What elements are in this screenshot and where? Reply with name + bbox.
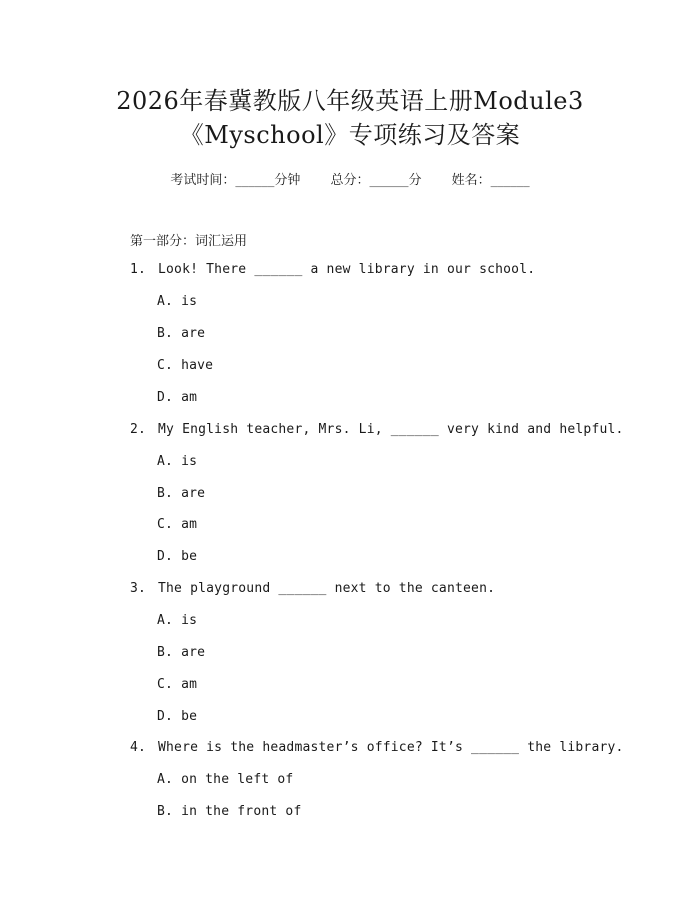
option-2a: A. is: [157, 454, 198, 469]
option-2d: D. be: [157, 549, 198, 564]
student-name: 姓名：______: [451, 173, 530, 188]
option-4a: A. on the left of: [157, 772, 294, 787]
option-2c: C. am: [157, 517, 198, 532]
option-1d: D. am: [157, 390, 198, 405]
question-text: Look! There ______ a new library in our school.: [158, 262, 536, 277]
option-1a: A. is: [157, 294, 198, 309]
exam-info: [0, 169, 700, 188]
section-heading: 第一部分：词汇运用: [130, 234, 248, 249]
option-4b: B. in the front of: [157, 804, 302, 819]
option-3d: D. be: [157, 709, 198, 724]
question-text: The playground ______ next to the canteen.: [158, 581, 496, 596]
question-number: 4.: [130, 740, 147, 755]
option-3a: A. is: [157, 613, 198, 628]
option-1c: C. have: [157, 358, 214, 373]
exam-score: 总分：______分: [330, 173, 422, 188]
option-2b: B. are: [157, 486, 206, 501]
question-text: Where is the headmaster’s office? It’s ______ the library.: [158, 740, 624, 755]
question-number: 1.: [130, 262, 147, 277]
document-title: [0, 84, 700, 152]
title-line-2: 《Myschool》专项练习及答案: [179, 121, 521, 149]
option-1b: B. are: [157, 326, 206, 341]
question-number: 3.: [130, 581, 147, 596]
title-line-1: 2026年春冀教版八年级英语上册Module3: [116, 87, 584, 115]
question-text: My English teacher, Mrs. Li, ______ very kind and helpful.: [158, 422, 624, 437]
exam-time: 考试时间：______分钟: [170, 173, 301, 188]
option-3b: B. are: [157, 645, 206, 660]
question-number: 2.: [130, 422, 147, 437]
option-3c: C. am: [157, 677, 198, 692]
